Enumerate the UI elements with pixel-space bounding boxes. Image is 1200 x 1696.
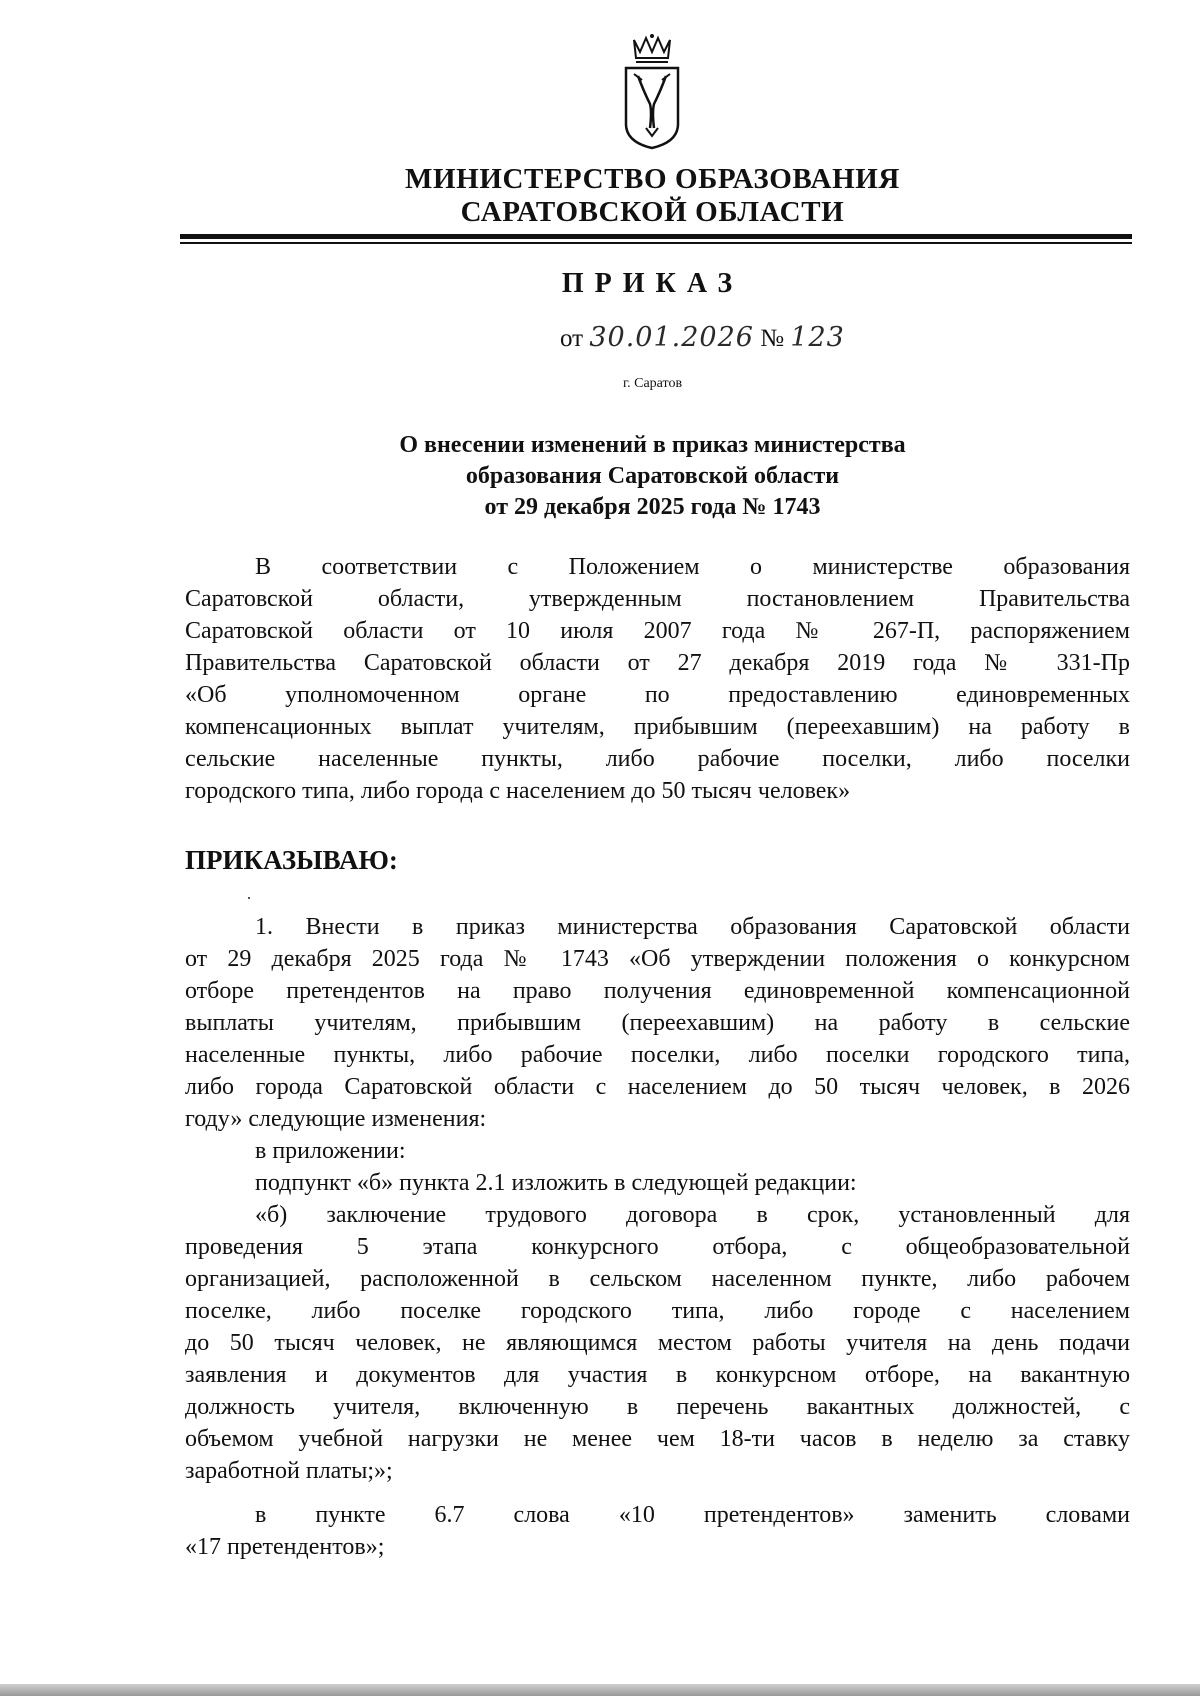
subpoint-line: должность учителя, включенную в перечень вакантных должностей, с	[185, 1394, 1130, 1420]
clause-line: отборе претендентов на право получения единовременной компенсационной	[185, 978, 1130, 1004]
order-date-number	[560, 322, 845, 353]
ministry-name-line1: МИНИСТЕРСТВО ОБРАЗОВАНИЯ	[405, 163, 900, 195]
orders-heading: ПРИКАЗЫВАЮ:	[185, 845, 398, 875]
preamble-line: «Об уполномоченном органе по предоставлению единовременных	[185, 682, 1130, 708]
point-6-7-line: «17 претендентов»;	[185, 1534, 385, 1560]
scan-speck	[248, 897, 250, 899]
subpoint-line: организацией, расположенной в сельском населенном пункте, либо рабочем	[185, 1266, 1130, 1292]
date-prefix: от	[560, 325, 584, 352]
preamble-line: городского типа, либо города с населением до 50 тысяч человек»	[185, 778, 851, 804]
subpoint-line: до 50 тысяч человек, не являющимся местом работы учителя на день подачи	[185, 1330, 1130, 1356]
document-title-line3: от 29 декабря 2025 года № 1743	[484, 494, 821, 520]
header-rule-thick	[180, 234, 1132, 239]
document-title-line2: образования Саратовской области	[465, 463, 840, 489]
clause-line: выплаты учителям, прибывшим (переехавшим) на работу в сельские	[185, 1010, 1130, 1036]
preamble-line: сельские населенные пункты, либо рабочие поселки, либо поселки	[185, 746, 1130, 772]
subpoint-line: проведения 5 этапа конкурсного отбора, с общеобразовательной	[185, 1234, 1130, 1260]
number-prefix: №	[760, 325, 785, 352]
scan-bottom-edge	[0, 1684, 1200, 1696]
clause-line: от 29 декабря 2025 года № 1743 «Об утверждении положения о конкурсном	[185, 946, 1130, 972]
preamble-line: Саратовской области, утвержденным постановлением Правительства	[185, 586, 1130, 612]
clause-line: либо города Саратовской области с населением до 50 тысяч человек, в 2026	[185, 1074, 1130, 1100]
preamble-line: компенсационных выплат учителям, прибывшим (переехавшим) на работу в	[185, 714, 1130, 740]
saratov-coat-of-arms-icon	[620, 32, 684, 150]
ministry-name-line2: САРАТОВСКОЙ ОБЛАСТИ	[460, 196, 845, 228]
city: г. Саратов	[622, 376, 683, 391]
document-type: ПРИКАЗ	[561, 268, 744, 299]
subpoint-line: «б) заключение трудового договора в срок, установленный для	[255, 1202, 1130, 1228]
subpoint-line: заработной платы;»;	[185, 1458, 393, 1484]
header-rule-thin	[180, 242, 1132, 244]
preamble-line: В соответствии с Положением о министерстве образования	[255, 554, 1130, 580]
point-6-7-line: в пункте 6.7 слова «10 претендентов» заменить словами	[255, 1502, 1130, 1528]
subpoint-line: объемом учебной нагрузки не менее чем 18-ти часов в неделю за ставку	[185, 1426, 1130, 1452]
document-title-line1: О внесении изменений в приказ министерства	[399, 432, 906, 458]
clause-line: 1. Внести в приказ министерства образования Саратовской области	[255, 914, 1130, 940]
handwritten-number: 123	[790, 322, 845, 353]
handwritten-date: 30.01.2026	[589, 322, 754, 353]
preamble-line: Правительства Саратовской области от 27 декабря 2019 года № 331-Пр	[185, 650, 1130, 676]
preamble-line: Саратовской области от 10 июля 2007 года № 267-П, распоряжением	[185, 618, 1130, 644]
subpoint-line: поселке, либо поселке городского типа, либо городе с населением	[185, 1298, 1130, 1324]
subpoint-intro-line: подпункт «б» пункта 2.1 изложить в следующей редакции:	[255, 1170, 857, 1196]
clause-line: населенные пункты, либо рабочие поселки, либо поселки городского типа,	[185, 1042, 1130, 1068]
subpoint-line: заявления и документов для участия в конкурсном отборе, на вакантную	[185, 1362, 1130, 1388]
clause-line: году» следующие изменения:	[185, 1106, 487, 1132]
in-annex-line: в приложении:	[255, 1138, 406, 1164]
